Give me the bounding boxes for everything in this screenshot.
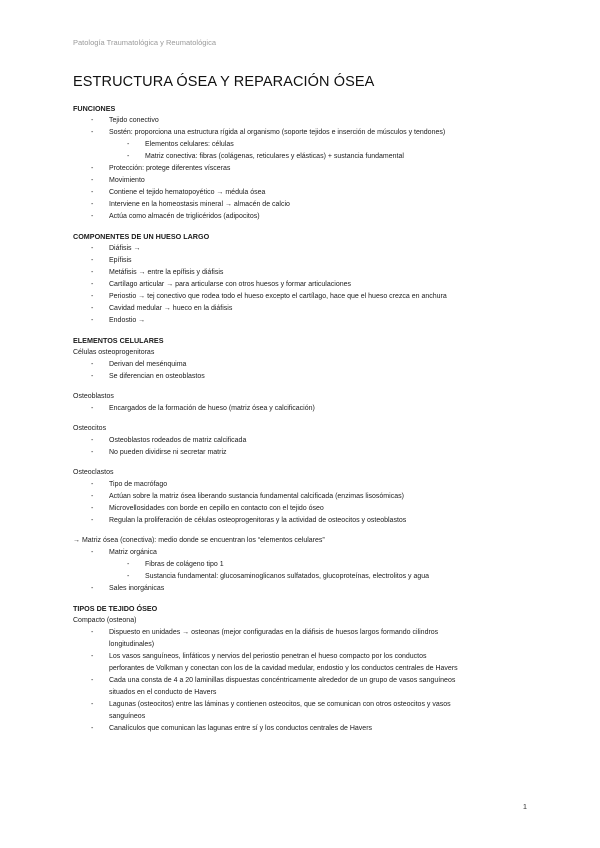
list-item: - Cartílago articular → para articularse con otros huesos y formar articulaciones (73, 279, 533, 291)
list-item: - Sales inorgánicas (73, 583, 533, 595)
list-item: - Actúa como almacén de triglicéridos (adipocitos) (73, 211, 533, 223)
subheading-osteocitos: Osteocitos (73, 425, 107, 432)
document-body (73, 103, 533, 735)
subheading-osteoclastos: Osteoclastos (73, 469, 114, 476)
list-item: - No pueden dividirse ni secretar matriz (73, 447, 533, 459)
list-item: - Periostio → tej conectivo que rodea todo el hueso excepto el cartílago, hace que el hueso crezca en anchura (73, 291, 533, 303)
section-heading-funciones: FUNCIONES (73, 104, 116, 113)
section-heading-componentes: COMPONENTES DE UN HUESO LARGO (73, 232, 210, 241)
list-item-continuation: situados en el conducto de Havers (109, 689, 217, 696)
list-item: - Osteoblastos rodeados de matriz calcificada (73, 435, 533, 447)
section-heading-elementos: ELEMENTOS CELULARES (73, 336, 164, 345)
page-title: ESTRUCTURA ÓSEA Y REPARACIÓN ÓSEA (73, 74, 375, 90)
list-item: - Regulan la proliferación de células osteoprogenitoras y la actividad de osteocitos y osteoblastos (73, 515, 533, 527)
list-item: - Encargados de la formación de hueso (matriz ósea y calcificación) (73, 403, 533, 415)
list-item: - Microvellosidades con borde en cepillo en contacto con el tejido óseo (73, 503, 533, 515)
list-item: - Cada una consta de 4 a 20 laminillas dispuestas concéntricamente alrededor de un grupo de vasos sanguíneos (73, 675, 533, 687)
list-item: - Elementos celulares: células (73, 139, 533, 151)
list-item: - Metáfisis → entre la epífisis y diáfisis (73, 267, 533, 279)
list-item: - Protección: protege diferentes vísceras (73, 163, 533, 175)
section-heading-tipos: TIPOS DE TEJIDO ÓSEO (73, 604, 158, 613)
list-item: - Contiene el tejido hematopoyético → médula ósea (73, 187, 533, 199)
list-item: - Epífisis (73, 255, 533, 267)
list-item: - Sostén: proporciona una estructura rígida al organismo (soporte tejidos e inserción de músculos y tendones) (73, 127, 533, 139)
list-item: - Tipo de macrófago (73, 479, 533, 491)
list-item: - Sustancia fundamental: glucosaminoglicanos sulfatados, glucoproteínas, electrolitos y agua (73, 571, 533, 583)
list-item: - Canalículos que comunican las lagunas entre sí y los conductos centrales de Havers (73, 723, 533, 735)
subheading-osteoblastos: Osteoblastos (73, 393, 114, 400)
subheading-osteoprogenitoras: Células osteoprogenitoras (73, 349, 155, 356)
list-item: - Matriz conectiva: fibras (colágenas, reticulares y elásticas) + sustancia fundamental (73, 151, 533, 163)
list-item: - Se diferencian en osteoblastos (73, 371, 533, 383)
list-item: - Lagunas (osteocitos) entre las láminas y contienen osteocitos, que se comunican con otros osteocitos y vasos (73, 699, 533, 711)
list-item-continuation: sanguíneos (109, 713, 146, 720)
list-item: - Los vasos sanguíneos, linfáticos y nervios del periostio penetran el hueso compacto por los conductos (73, 651, 533, 663)
list-item: - Diáfisis → (73, 243, 533, 255)
list-item: - Derivan del mesénquima (73, 359, 533, 371)
list-item: - Movimiento (73, 175, 533, 187)
list-item: - Tejido conectivo (73, 115, 533, 127)
list-item: - Endostio → (73, 315, 533, 327)
page-number: 1 (522, 802, 527, 811)
subheading-matriz-osea: → Matriz ósea (conectiva): medio donde se encuentran los “elementos celulares” (73, 537, 325, 544)
list-item: - Cavidad medular → hueco en la diáfisis (73, 303, 533, 315)
list-item: - Interviene en la homeostasis mineral → almacén de calcio (73, 199, 533, 211)
list-item-continuation: longitudinales) (109, 641, 155, 648)
list-item: - Dispuesto en unidades → osteonas (mejor configuradas en la diáfisis de huesos largos formando cilindros (73, 627, 533, 639)
subheading-compacto: Compacto (osteona) (73, 617, 137, 624)
list-item: - Matriz orgánica (73, 547, 533, 559)
page-header: Patología Traumatológica y Reumatológica (73, 38, 216, 47)
list-item: - Actúan sobre la matriz ósea liberando sustancia fundamental calcificada (enzimas lisosómicas) (73, 491, 533, 503)
list-item: - Fibras de colágeno tipo 1 (73, 559, 533, 571)
list-item-continuation: perforantes de Volkman y conectan con los de la cavidad medular, endostio y los conductos centrales de Havers (109, 665, 458, 672)
